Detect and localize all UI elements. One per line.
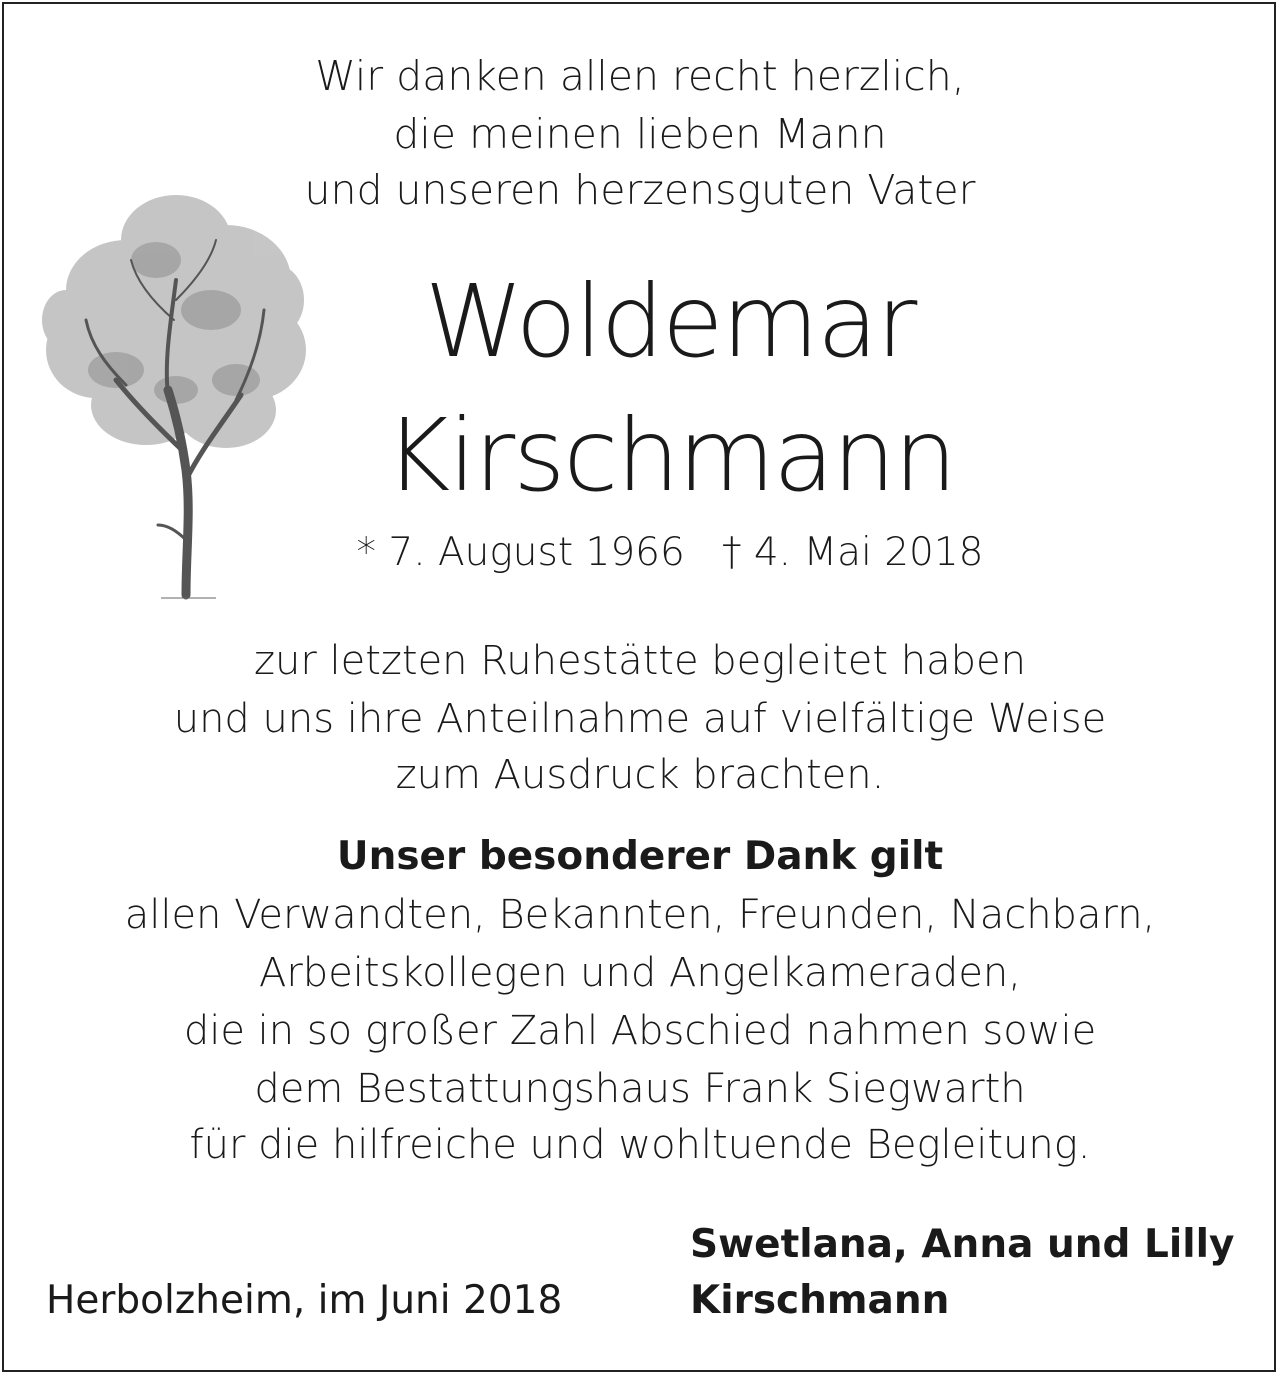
- life-dates: * 7. August 1966 † 4. Mai 2018: [356, 530, 984, 575]
- signature-line-1: Swetlana, Anna und Lilly: [690, 1222, 1235, 1267]
- body-line-3: zum Ausdruck brachten.: [395, 752, 885, 798]
- thanks-heading: Unser besonderer Dank gilt: [336, 834, 944, 879]
- thanks-line-4: dem Bestattungshaus Frank Siegwarth: [254, 1066, 1026, 1112]
- thanks-line-3: die in so großer Zahl Abschied nahmen sowie: [183, 1008, 1097, 1054]
- place-date: Herbolzheim, im Juni 2018: [46, 1278, 563, 1323]
- thanks-line-5: für die hilfreiche und wohltuende Begleitung.: [189, 1122, 1091, 1168]
- body-line-2: und uns ihre Anteilnahme auf vielfältige Weise: [173, 696, 1107, 742]
- intro-line-3: und unseren herzensguten Vater: [304, 166, 976, 214]
- signature-line-2: Kirschmann: [690, 1278, 950, 1323]
- body-line-1: zur letzten Ruhestätte begleitet haben: [253, 638, 1027, 684]
- deceased-first-name: Woldemar: [424, 263, 916, 380]
- intro-line-2: die meinen lieben Mann: [393, 110, 887, 158]
- deceased-last-name: Kirschmann: [384, 397, 956, 514]
- thanks-line-1: allen Verwandten, Bekannten, Freunden, Nachbarn,: [124, 892, 1156, 938]
- thanks-line-2: Arbeitskollegen und Angelkameraden,: [259, 950, 1021, 996]
- intro-line-1: Wir danken allen recht herzlich,: [315, 52, 965, 100]
